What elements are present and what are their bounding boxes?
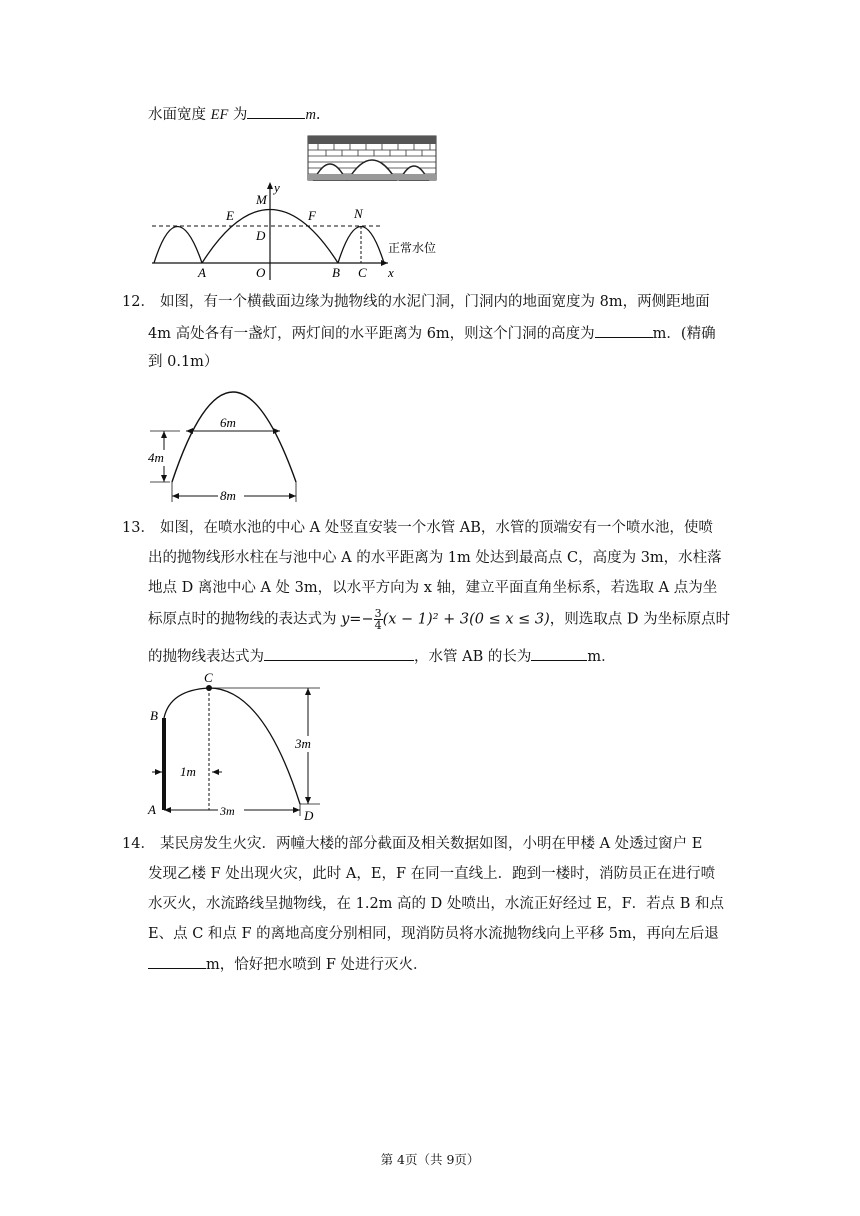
label-F: F xyxy=(308,208,316,223)
q12-line1: 如图，有一个横截面边缘为抛物线的水泥门洞，门洞内的地面宽度为 8m，两侧距地面 xyxy=(160,294,710,310)
q14-line2: 发现乙楼 F 处出现火灾，此时 A，E，F 在同一直线上．跑到一楼时，消防员正在进行喷 xyxy=(148,866,716,882)
page-footer: 第 4页（共 9页） xyxy=(380,1152,480,1167)
q13-line1: 如图，在喷水池的中心 A 处竖直安装一个水管 AB，水管的顶端安有一个喷水池，使喷 xyxy=(160,520,713,536)
q14-line5: m，恰好把水喷到 F 处进行灭火． xyxy=(148,954,428,975)
answer-blank-expression[interactable] xyxy=(264,646,414,661)
label-3m-width: 3m xyxy=(220,804,235,818)
q11-tail-line: 水面宽度 EF 为 m. xyxy=(148,104,321,125)
label-D: D xyxy=(304,808,314,823)
label-A: A xyxy=(198,265,206,280)
q13-line4: 标原点时的抛物线的表达式为 y=− $\frac{3}{4}$ (x − 1)² + 3(0 ≤ x ≤ 3)，则选取点 D 为坐标原点时 xyxy=(148,607,731,632)
q12-line3: 到 0.1m） xyxy=(148,354,219,370)
label-x: x xyxy=(388,265,394,280)
q13-line2: 出的抛物线形水柱在与池中心 A 的水平距离为 1m 处达到最高点 C，高度为 3m，水柱落 xyxy=(148,550,722,566)
q14-number: 14． xyxy=(122,836,155,852)
fountain-diagram xyxy=(148,668,328,823)
q13-line3: 地点 D 离池中心 A 处 3m，以水平方向为 x 轴，建立平面直角坐标系，若选取 A 点为坐 xyxy=(148,580,718,596)
label-B: B xyxy=(150,708,158,723)
q12-number: 12． xyxy=(122,294,155,310)
answer-blank[interactable] xyxy=(595,323,653,338)
bridge-parabola-diagram xyxy=(148,180,437,280)
label-B: B xyxy=(332,265,340,280)
answer-blank[interactable] xyxy=(247,104,305,119)
label-M: M xyxy=(256,192,267,207)
label-y: y xyxy=(274,180,280,195)
answer-blank[interactable] xyxy=(531,646,587,661)
answer-blank[interactable] xyxy=(148,954,206,969)
label-A: A xyxy=(148,802,156,817)
fraction-three-quarters: $\frac{3}{4}$ xyxy=(374,607,382,632)
label-E: E xyxy=(226,208,234,223)
label-6m: 6m xyxy=(220,415,236,430)
label-C: C xyxy=(358,265,367,280)
q14-line4: E、点 C 和点 F 的离地高度分别相同，现消防员将水流抛物线向上平移 5m，再向左后退 xyxy=(148,926,719,942)
label-O: O xyxy=(256,265,266,280)
label-water-level: 正常水位 xyxy=(388,241,437,255)
q13-line5: 的抛物线表达式为 ，水管 AB 的长为 m． xyxy=(148,646,616,667)
label-4m: 4m xyxy=(148,450,164,465)
label-8m: 8m xyxy=(220,488,236,503)
bridge-photo xyxy=(308,136,436,180)
label-N: N xyxy=(354,206,363,221)
label-C: C xyxy=(204,670,213,685)
q14-line1: 某民房发生火灾．两幢大楼的部分截面及相关数据如图，小明在甲楼 A 处透过窗户 E xyxy=(160,836,703,852)
door-parabola-diagram xyxy=(148,372,308,507)
label-D: D xyxy=(256,228,266,243)
label-1m: 1m xyxy=(180,764,196,779)
q13-number: 13． xyxy=(122,520,155,536)
q14-line3: 水灭火，水流路线呈抛物线，在 1.2m 高的 D 处喷出，水流正好经过 E，F．若点 B 和点 xyxy=(148,896,724,912)
q12-line2: 4m 高处各有一盏灯，两灯间的水平距离为 6m，则这个门洞的高度为 m．(精确 xyxy=(148,323,716,344)
label-3m-height: 3m xyxy=(295,736,311,751)
